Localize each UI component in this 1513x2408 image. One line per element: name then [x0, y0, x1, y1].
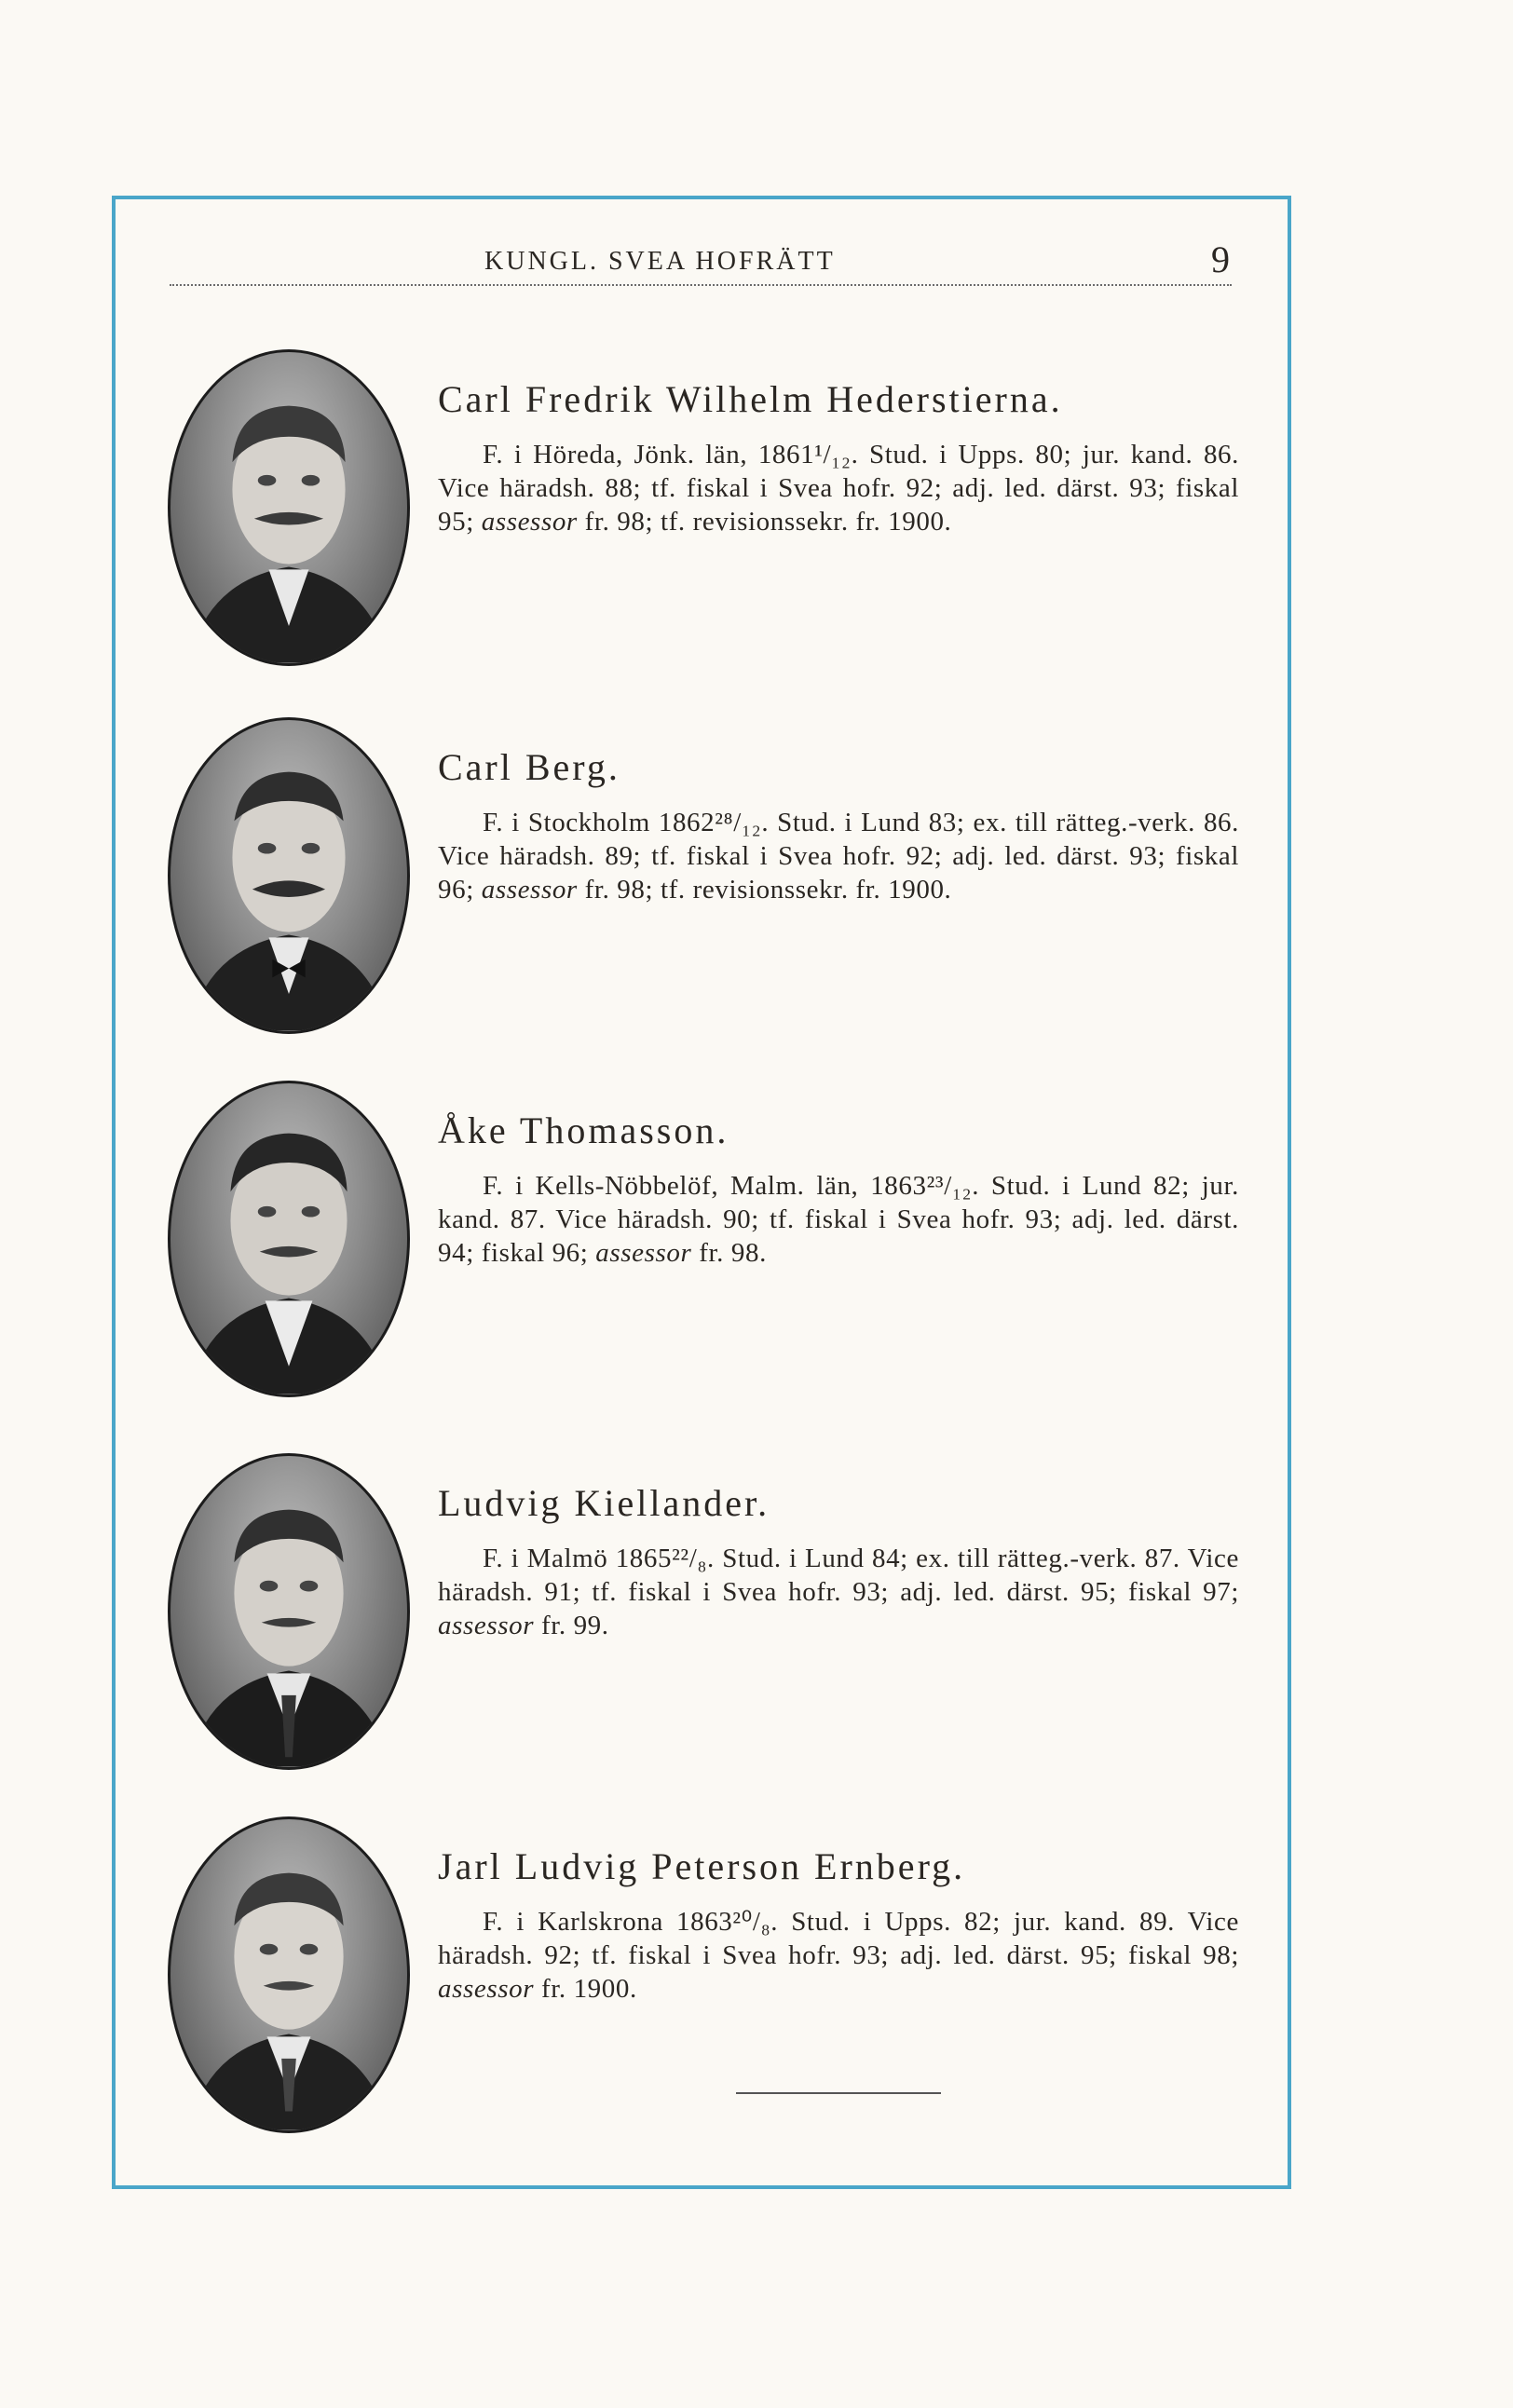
- closing-rule: [736, 2092, 941, 2094]
- biography-entry: [168, 1081, 1248, 1416]
- biography-entry: [168, 1816, 1248, 2152]
- portrait-figure: [170, 720, 407, 1031]
- person-name: Carl Fredrik Wilhelm Hederstierna.: [438, 378, 1063, 420]
- portrait-photo: [168, 1816, 410, 2133]
- biography-text: F. i Stockholm 1862²⁸/₁₂. Stud. i Lund 83; ex. till rätteg.-verk. 86. Vice häradsh. 89; tf. fiskal i Svea hofr. 92; adj. led. därst. 93; fiskal 96; assessor fr. 98; tf. revisionssekr. fr. 1900.: [438, 808, 1239, 905]
- biography-entry: [168, 349, 1248, 685]
- header-rule: [170, 284, 1232, 288]
- portrait-figure: [170, 1083, 407, 1394]
- portrait-figure: [170, 1456, 407, 1767]
- running-head: [0, 238, 1513, 284]
- person-name: Jarl Ludvig Peterson Ernberg.: [438, 1845, 966, 1887]
- person-name: Ludvig Kiellander.: [438, 1482, 770, 1524]
- biography-text: F. i Höreda, Jönk. län, 1861¹/₁₂. Stud. i Upps. 80; jur. kand. 86. Vice häradsh. 88; tf. fiskal i Svea hofr. 92; adj. led. därst. 93; fiskal 95; assessor fr. 98; tf. revisionssekr. fr. 1900.: [438, 440, 1239, 537]
- portrait-figure: [170, 1819, 407, 2130]
- biography-entry: [168, 717, 1248, 1053]
- biography-text: F. i Karlskrona 1863²⁰/₈. Stud. i Upps. 82; jur. kand. 89. Vice häradsh. 92; tf. fiskal i Svea hofr. 93; adj. led. därst. 95; fiskal 98; assessor fr. 1900.: [438, 1907, 1239, 2004]
- person-name: Åke Thomasson.: [438, 1109, 729, 1151]
- portrait-photo: [168, 717, 410, 1034]
- page-number: 9: [1211, 238, 1230, 280]
- portrait-photo: [168, 1081, 410, 1397]
- biography-text: F. i Kells-Nöbbelöf, Malm. län, 1863²³/₁₂. Stud. i Lund 82; jur. kand. 87. Vice häradsh. 90; tf. fiskal i Svea hofr. 93; adj. led. därst. 94; fiskal 96; assessor fr. 98.: [438, 1171, 1239, 1268]
- biography-text: F. i Malmö 1865²²/₈. Stud. i Lund 84; ex. till rätteg.-verk. 87. Vice häradsh. 91; tf. fiskal i Svea hofr. 93; adj. led. därst. 95; fiskal 97; assessor fr. 99.: [438, 1544, 1239, 1640]
- portrait-photo: [168, 349, 410, 666]
- person-name: Carl Berg.: [438, 746, 620, 788]
- running-title: KUNGL. SVEA HOFRÄTT: [484, 247, 836, 276]
- portrait-photo: [168, 1453, 410, 1770]
- biography-entry: [168, 1453, 1248, 1789]
- portrait-figure: [170, 352, 407, 663]
